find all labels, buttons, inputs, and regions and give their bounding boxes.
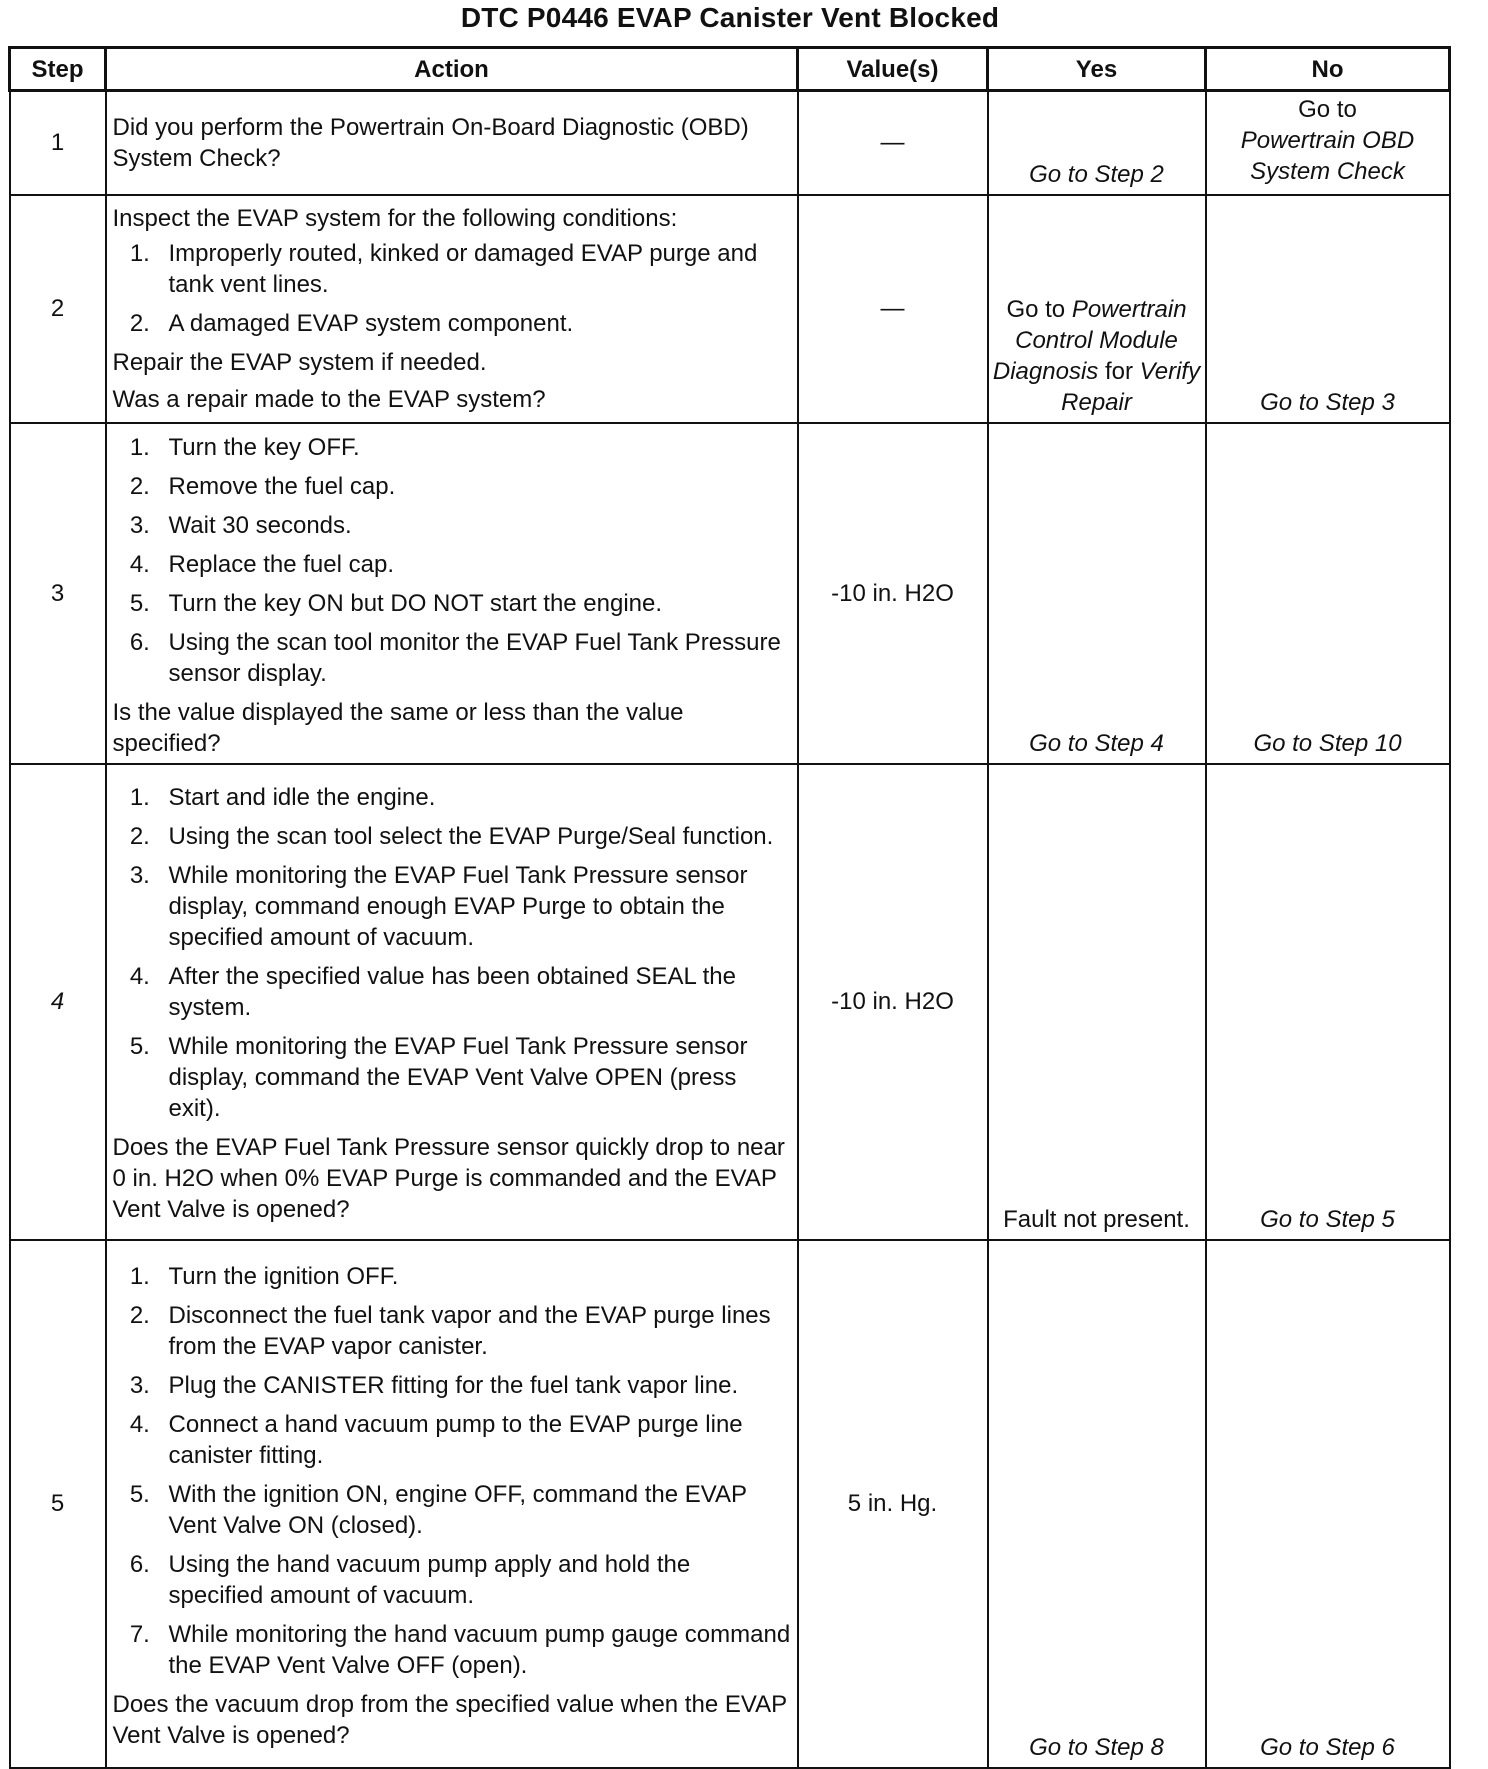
action-question: Was a repair made to the EVAP system? bbox=[112, 385, 546, 413]
action-question: Did you perform the Powertrain On-Board Diagnostic (OBD) System Check? bbox=[112, 113, 749, 172]
yes-result: Fault not present. bbox=[1003, 1205, 1190, 1233]
action-steps bbox=[113, 1261, 791, 1681]
no-link[interactable]: Go to Step 5 bbox=[1260, 1205, 1395, 1233]
action-cell bbox=[106, 91, 798, 195]
action-steps bbox=[113, 782, 791, 1124]
action-step-item: 2. A damaged EVAP system component. bbox=[157, 308, 791, 339]
table-row-step-2 bbox=[10, 195, 1450, 423]
action-step-item: 6. Using the scan tool monitor the EVAP Fuel Tank Pressure sensor display. bbox=[157, 627, 791, 689]
table-row-step-1 bbox=[10, 91, 1450, 195]
step-number: 2 bbox=[10, 195, 106, 423]
action-question: Does the EVAP Fuel Tank Pressure sensor quickly drop to near 0 in. H2O when 0% EVAP Purge is commanded and the EVAP Vent Valve is opened? bbox=[112, 1134, 785, 1223]
table-row-step-5 bbox=[10, 1240, 1450, 1768]
no-cell bbox=[1206, 764, 1450, 1240]
action-step-item: 7. While monitoring the hand vacuum pump gauge command the EVAP Vent Valve OFF (open). bbox=[157, 1619, 791, 1681]
no-prefix: Go to bbox=[1298, 96, 1357, 124]
action-cell bbox=[106, 195, 798, 423]
action-step-item: 5. While monitoring the EVAP Fuel Tank Pressure sensor display, command the EVAP Vent Valve OPEN (press exit). bbox=[157, 1031, 791, 1124]
table-row-step-4 bbox=[10, 764, 1450, 1240]
action-step-item: 2. Remove the fuel cap. bbox=[157, 471, 791, 502]
action-cell bbox=[106, 764, 798, 1240]
step-number: 3 bbox=[10, 423, 106, 764]
header-values: Value(s) bbox=[798, 48, 988, 91]
action-step-item: 1. Improperly routed, kinked or damaged EVAP purge and tank vent lines. bbox=[157, 238, 791, 300]
yes-mid: for bbox=[1104, 357, 1133, 385]
yes-link[interactable]: Go to Step 8 bbox=[1029, 1733, 1164, 1761]
yes-link[interactable]: Powertrain Control Module Diagnosis bbox=[992, 295, 1187, 385]
action-cell bbox=[106, 1240, 798, 1768]
yes-link[interactable]: Go to Step 4 bbox=[1029, 729, 1164, 757]
action-note: Repair the EVAP system if needed. bbox=[112, 348, 487, 376]
action-step-item: 3. Wait 30 seconds. bbox=[157, 510, 791, 541]
action-step-item: 4. Replace the fuel cap. bbox=[157, 549, 791, 580]
yes-link[interactable]: Go to Step 2 bbox=[1029, 160, 1164, 188]
action-step-item: 3. Plug the CANISTER fitting for the fuel tank vapor line. bbox=[157, 1370, 791, 1401]
header-no: No bbox=[1206, 48, 1450, 91]
header-row bbox=[10, 48, 1450, 91]
yes-cell bbox=[988, 195, 1206, 423]
no-link[interactable]: Powertrain OBD System Check bbox=[1240, 127, 1415, 186]
action-step-item: 1. Start and idle the engine. bbox=[157, 782, 791, 813]
value-cell: 5 in. Hg. bbox=[798, 1240, 988, 1768]
no-cell bbox=[1206, 195, 1450, 423]
action-question: Is the value displayed the same or less than the value specified? bbox=[112, 698, 684, 757]
action-intro: Inspect the EVAP system for the following conditions: bbox=[112, 204, 678, 232]
action-step-item: 3. While monitoring the EVAP Fuel Tank Pressure sensor display, command enough EVAP Purge to obtain the specified amount of vacuum. bbox=[157, 860, 791, 953]
yes-link-2[interactable]: Verify Repair bbox=[1061, 357, 1201, 416]
value-cell: — bbox=[798, 91, 988, 195]
action-step-item: 2. Disconnect the fuel tank vapor and the EVAP purge lines from the EVAP vapor canister. bbox=[157, 1300, 791, 1362]
action-steps bbox=[113, 432, 791, 689]
action-step-item: 5. Turn the key ON but DO NOT start the engine. bbox=[157, 588, 791, 619]
action-step-item: 5. With the ignition ON, engine OFF, command the EVAP Vent Valve ON (closed). bbox=[157, 1479, 791, 1541]
page-title: DTC P0446 EVAP Canister Vent Blocked bbox=[460, 2, 1000, 33]
header-yes: Yes bbox=[988, 48, 1206, 91]
step-number: 5 bbox=[10, 1240, 106, 1768]
yes-prefix: Go to bbox=[1006, 295, 1066, 323]
table-row-step-3 bbox=[10, 423, 1450, 764]
no-cell bbox=[1206, 423, 1450, 764]
step-number: 4 bbox=[10, 764, 106, 1240]
action-step-item: 6. Using the hand vacuum pump apply and hold the specified amount of vacuum. bbox=[157, 1549, 791, 1611]
no-link[interactable]: Go to Step 6 bbox=[1260, 1733, 1395, 1761]
action-steps bbox=[113, 238, 791, 339]
action-step-item: 2. Using the scan tool select the EVAP Purge/Seal function. bbox=[157, 821, 791, 852]
yes-cell bbox=[988, 423, 1206, 764]
value-cell: — bbox=[798, 195, 988, 423]
value-cell: -10 in. H2O bbox=[798, 423, 988, 764]
action-step-item: 4. Connect a hand vacuum pump to the EVAP purge line canister fitting. bbox=[157, 1409, 791, 1471]
action-step-item: 1. Turn the key OFF. bbox=[157, 432, 791, 463]
value-cell: -10 in. H2O bbox=[798, 764, 988, 1240]
yes-cell bbox=[988, 1240, 1206, 1768]
header-action: Action bbox=[106, 48, 798, 91]
action-step-item: 4. After the specified value has been obtained SEAL the system. bbox=[157, 961, 791, 1023]
no-link[interactable]: Go to Step 3 bbox=[1260, 388, 1395, 416]
no-link[interactable]: Go to Step 10 bbox=[1253, 729, 1402, 757]
yes-cell bbox=[988, 764, 1206, 1240]
header-step: Step bbox=[10, 48, 106, 91]
no-cell bbox=[1206, 91, 1450, 195]
action-cell bbox=[106, 423, 798, 764]
diagnostic-table bbox=[8, 46, 1451, 1769]
no-cell bbox=[1206, 1240, 1450, 1768]
action-step-item: 1. Turn the ignition OFF. bbox=[157, 1261, 791, 1292]
step-number: 1 bbox=[10, 91, 106, 195]
yes-cell bbox=[988, 91, 1206, 195]
action-question: Does the vacuum drop from the specified value when the EVAP Vent Valve is opened? bbox=[112, 1690, 787, 1749]
